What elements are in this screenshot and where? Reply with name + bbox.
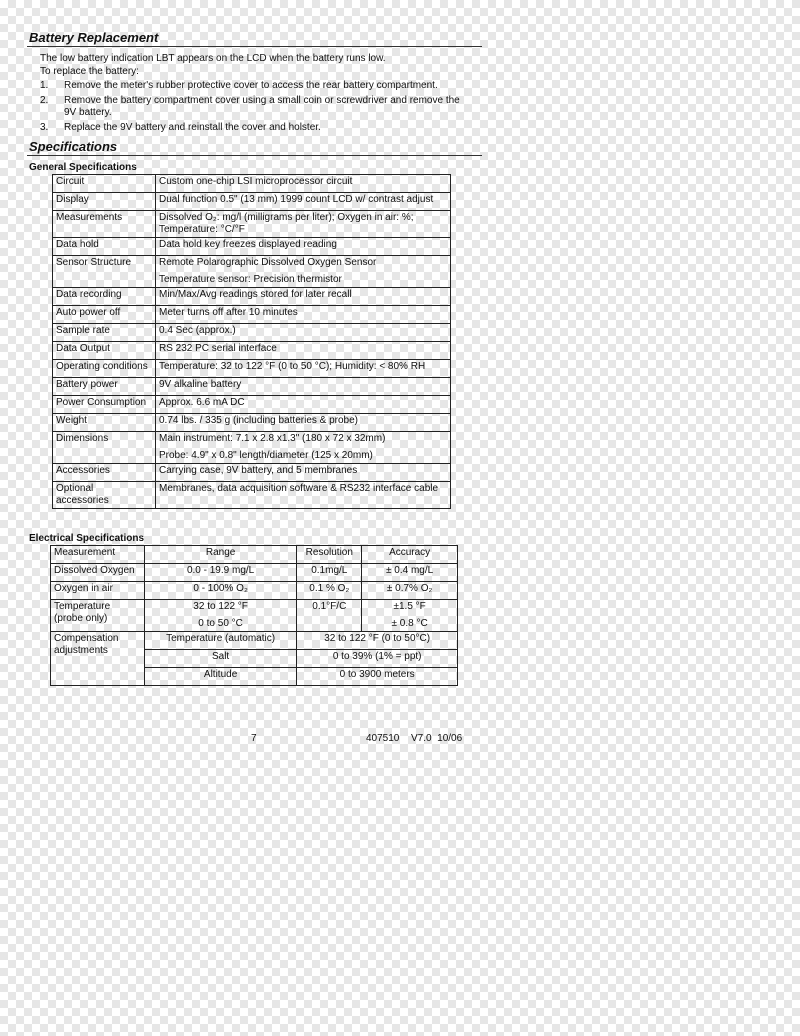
spec-value: Dual function 0.5" (13 mm) 1999 count LCD w/ contrast adjust [156,193,451,211]
spec-value: 0.4 Sec (approx.) [156,324,451,342]
step-text-cont: 9V battery. [64,107,112,118]
spec-value [156,211,451,238]
spec-key: Power Consumption [53,396,156,414]
spec-key: Sample rate [53,324,156,342]
spec-key: Display [53,193,156,211]
spec-key: Data hold [53,238,156,256]
cell-range: 0.0 - 19.9 mg/L [144,564,296,582]
spec-key: Auto power off [53,306,156,324]
table-row [53,378,451,396]
table-row [53,256,451,288]
spec-value-line: Temperature: °C/°F [159,224,245,235]
battery-intro-2: To replace the battery: [40,66,139,77]
table-row [53,342,451,360]
spec-key: Weight [53,414,156,432]
cell-range [144,600,296,632]
spec-key: Accessories [53,464,156,482]
spec-value [156,432,451,464]
table-row [53,464,451,482]
spec-value-line: Main instrument: 7.1 x 2.8 x1.3" (180 x 72 x 32mm) [159,433,386,444]
spec-key: Battery power [53,378,156,396]
table-row [53,324,451,342]
spec-value: Custom one-chip LSI microprocessor circuit [156,175,451,193]
version-date: V7.0 10/06 [411,733,463,744]
spec-value-line: Remote Polarographic Dissolved Oxygen Sensor [159,257,377,268]
spec-value: Approx. 6.6 mA DC [156,396,451,414]
cell-comp-label: Altitude [144,668,296,686]
cell-measurement [51,632,145,686]
column-header: Measurement [51,546,145,564]
step-number: 2. [40,95,49,106]
general-specs-table [52,174,451,509]
spec-value: Data hold key freezes displayed reading [156,238,451,256]
cell-measurement: Oxygen in air [51,582,145,600]
table-row [53,432,451,464]
table-row [53,414,451,432]
cell-resolution: 0.1 % O₂ [297,582,362,600]
cell-resolution: 0.1°F/C [297,600,362,632]
table-row [53,288,451,306]
cell-resolution: 0.1mg/L [297,564,362,582]
specifications-heading: Specifications [29,139,118,154]
cell-comp-label: Salt [144,650,296,668]
cell-comp-value: 0 to 39% (1% = ppt) [297,650,458,668]
cell-accuracy: ± 0.7% O₂ [362,582,458,600]
spec-value: 0.74 lbs. / 335 g (including batteries & probe) [156,414,451,432]
cell-accuracy: ± 0.4 mg/L [362,564,458,582]
table-row [53,175,451,193]
spec-key-line: Optional [56,483,94,494]
cell-line: Temperature [54,601,111,612]
cell-comp-value: 32 to 122 °F (0 to 50°C) [297,632,458,650]
spec-key: Operating conditions [53,360,156,378]
spec-value: RS 232 PC serial interface [156,342,451,360]
spec-key-line: accessories [56,495,109,506]
spec-value: Meter turns off after 10 minutes [156,306,451,324]
spec-value: Min/Max/Avg readings stored for later recall [156,288,451,306]
table-row [51,632,458,650]
spec-key: Sensor Structure [53,256,156,288]
spec-value-line: Probe: 4.9" x 0.8" length/diameter (125 x 20mm) [159,450,373,461]
spec-key: Dimensions [53,432,156,464]
cell-comp-label: Temperature (automatic) [144,632,296,650]
column-header: Resolution [297,546,362,564]
step-text: Remove the meter's rubber protective cover to access the rear battery compartment. [64,80,438,91]
cell-line: 32 to 122 °F [193,601,248,612]
table-row [53,482,451,509]
cell-comp-value: 0 to 3900 meters [297,668,458,686]
cell-range: 0 - 100% O₂ [144,582,296,600]
spec-value: Temperature: 32 to 122 °F (0 to 50 °C); Humidity: < 80% RH [156,360,451,378]
spec-value: 9V alkaline battery [156,378,451,396]
cell-line: Compensation [54,633,119,644]
page-number: 7 [251,733,257,744]
step-text: Remove the battery compartment cover using a small coin or screwdriver and remove the [64,95,460,106]
column-header: Range [144,546,296,564]
step-text: Replace the 9V battery and reinstall the cover and holster. [64,122,321,133]
cell-line: ±1.5 °F [393,601,426,612]
table-row [53,211,451,238]
table-row [53,306,451,324]
cell-accuracy [362,600,458,632]
cell-line: ± 0.8 °C [391,618,428,629]
electrical-specs-table [50,545,458,686]
battery-intro: The low battery indication LBT appears on the LCD when the battery runs low. [40,53,386,64]
heading-rule [27,155,482,156]
spec-value: Carrying case, 9V battery, and 5 membranes [156,464,451,482]
model-number: 407510 [366,733,400,744]
general-specs-heading: General Specifications [29,162,137,173]
table-row [53,360,451,378]
table-header-row [51,546,458,564]
table-row [53,193,451,211]
column-header: Accuracy [362,546,458,564]
step-number: 1. [40,80,49,91]
table-row [51,600,458,632]
cell-line: (probe only) [54,613,108,624]
table-row [51,564,458,582]
table-row [53,396,451,414]
cell-measurement: Dissolved Oxygen [51,564,145,582]
heading-rule [27,46,482,47]
electrical-specs-heading: Electrical Specifications [29,533,145,544]
spec-key: Data Output [53,342,156,360]
cell-measurement [51,600,145,632]
battery-heading: Battery Replacement [29,30,159,45]
spec-value [156,256,451,288]
spec-key: Circuit [53,175,156,193]
table-row [51,582,458,600]
cell-line: 0 to 50 °C [198,618,243,629]
spec-value-line: Temperature sensor: Precision thermistor [159,274,342,285]
spec-value-line: Dissolved O₂: mg/l (milligrams per liter); Oxygen in air: %; [159,212,414,223]
cell-line: adjustments [54,645,108,656]
spec-key [53,482,156,509]
spec-key: Data recording [53,288,156,306]
step-number: 3. [40,122,49,133]
spec-value: Membranes, data acquisition software & RS232 interface cable [156,482,451,509]
spec-key: Measurements [53,211,156,238]
table-row [53,238,451,256]
